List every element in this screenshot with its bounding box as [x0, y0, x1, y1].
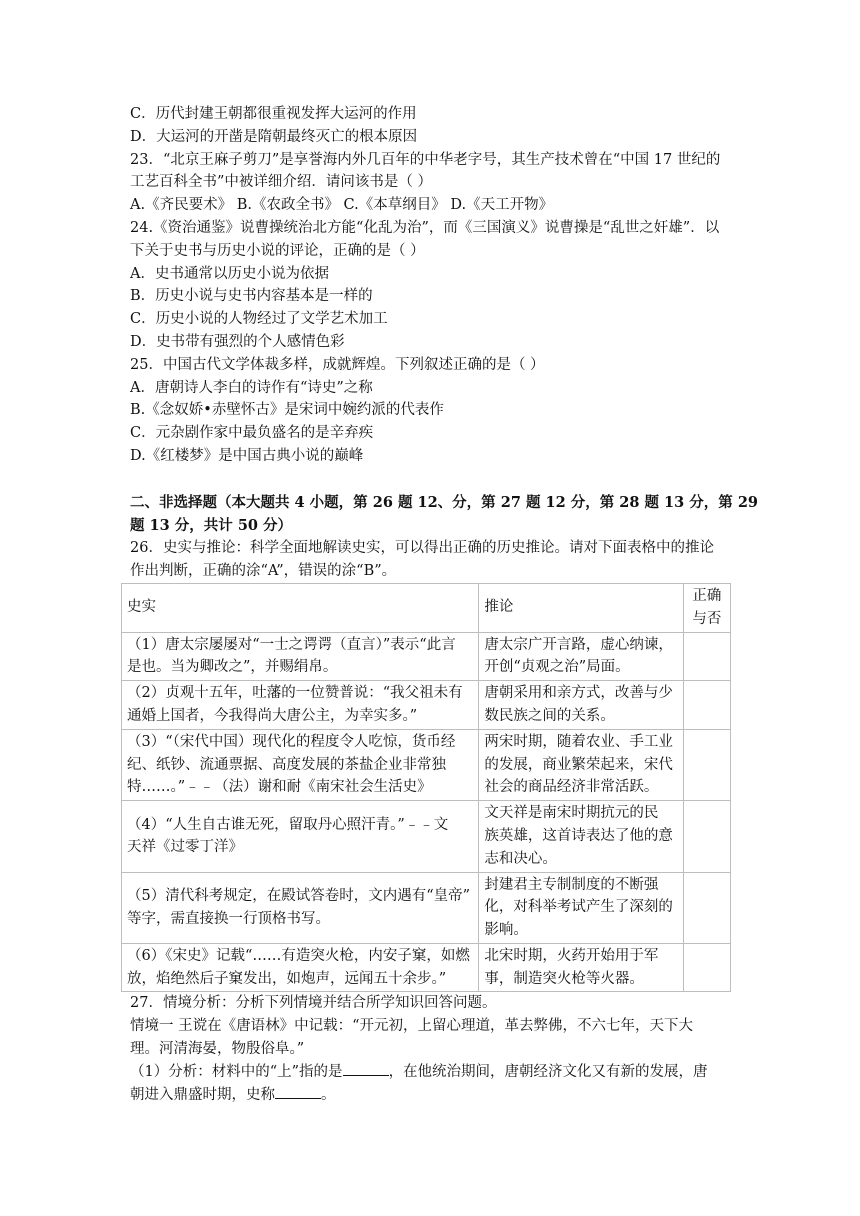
q25-option-d: D.《红楼梦》是中国古典小说的巅峰 [130, 447, 364, 464]
table-header-row [122, 583, 731, 632]
answer-blank[interactable] [275, 1084, 321, 1099]
inference-cell: 封建君主专制制度的不断强 化，对科举考试产生了深刻的 影响。 [479, 872, 683, 943]
fact-cell: （4）“人生自古谁无死，留取丹心照汗青。”﹣﹣文 天祥《过零丁洋》 [122, 801, 479, 872]
inference-cell: 北宋时期，火药开始用于军 事，制造突火枪等火器。 [479, 943, 683, 992]
header-fact: 史实 [122, 583, 479, 632]
fact-cell: （2）贞观十五年，吐藩的一位赞普说：“我父祖未有 通婚上国者，今我得尚大唐公主，为幸实多。” [122, 681, 479, 730]
q24-option-c: C．历史小说的人物经过了文学艺术加工 [130, 311, 388, 328]
q27-stem: 27．情境分析：分析下列情境并结合所学知识回答问题。 [130, 995, 497, 1012]
q24-option-b: B．历史小说与史书内容基本是一样的 [130, 288, 373, 305]
q25-option-b: B.《念奴娇•赤壁怀古》是宋词中婉约派的代表作 [130, 402, 444, 419]
table-row [122, 943, 731, 992]
answer-cell[interactable] [683, 801, 730, 872]
q26-table [121, 583, 731, 993]
inference-cell: 文天祥是南宋时期抗元的民 族英雄，这首诗表达了他的意 志和决心。 [479, 801, 683, 872]
prev-option-c: C．历代封建王朝都很重视发挥大运河的作用 [130, 106, 417, 122]
table-row [122, 632, 731, 681]
fact-cell: （1）唐太宗屡屡对“一士之谔谔（直言）”表示“此言 是也。当为卿改之”，并赐绢帛。 [122, 632, 479, 681]
inference-cell: 唐朝采用和亲方式，改善与少 数民族之间的关系。 [479, 681, 683, 730]
table-row [122, 729, 731, 800]
q27-sub1-line-2: 朝进入鼎盛时期，史称 。 [130, 1084, 740, 1107]
q25-option-a: A．唐朝诗人李白的诗作有“诗史”之称 [130, 379, 373, 396]
q26-stem-line-1: 26．史实与推论：科学全面地解读史实，可以得出正确的历史推论。请对下面表格中的推论 [130, 540, 714, 557]
fact-cell: （6）《宋史》记载“……有造突火枪，内安子窠，如燃 放，焰绝然后子窠发出，如炮声，远闻五十余步。” [122, 943, 479, 992]
answer-cell[interactable] [683, 729, 730, 800]
table-row [122, 681, 731, 730]
header-inference: 推论 [479, 583, 683, 632]
q25-stem-line-1: 25．中国古代文学体裁多样，成就辉煌。下列叙述正确的是（ ） [130, 356, 545, 373]
q23-stem-line-1: 23．“北京王麻子剪刀”是享誉海内外几百年的中华老字号，其生产技术曾在“中国 17 世纪的 [130, 151, 721, 168]
inference-cell: 唐太宗广开言路，虚心纳谏， 开创“贞观之治”局面。 [479, 632, 683, 681]
q23-stem-line-2: 工艺百科全书”中被详细介绍．请问该书是（ ） [130, 174, 433, 191]
q27-context-line-2: 理。河清海晏，物殷俗阜。” [130, 1041, 305, 1058]
fact-cell: （3）“（宋代中国）现代化的程度令人吃惊，货币经 纪、纸钞、流通票据、高度发展的茶盐企业非常独 特……。”﹣﹣（法）谢和耐《南宋社会生活史》 [122, 729, 479, 800]
answer-cell[interactable] [683, 872, 730, 943]
q25-option-c: C．元杂剧作家中最负盛名的是辛弃疾 [130, 425, 374, 442]
q27-context-line-1: 情境一 王谠在《唐语林》中记载：“开元初，上留心理道，革去弊佛，不六七年，天下大 [130, 1018, 694, 1035]
q27-sub1-line-1: （1）分析：材料中的“上”指的是 ，在他统治期间，唐朝经济文化又有新的发展，唐 [130, 1061, 740, 1084]
prev-option-d: D．大运河的开凿是隋朝最终灭亡的根本原因 [130, 128, 418, 145]
section-gap [130, 468, 740, 492]
answer-cell[interactable] [683, 681, 730, 730]
answer-cell[interactable] [683, 943, 730, 992]
section2-title-line-1: 二、非选择题（本大题共 4 小题，第 26 题 12、分，第 27 题 12 分，第 28 题 13 分，第 29 [130, 493, 759, 511]
inference-cell: 两宋时期，随着农业、手工业 的发展，商业繁荣起来，宋代 社会的商品经济非常活跃。 [479, 729, 683, 800]
q26-stem-line-2: 作出判断，正确的涂“A”，错误的涂“B”。 [130, 563, 397, 580]
q24-option-a: A．史书通常以历史小说为依据 [130, 265, 329, 282]
section2-title-line-2: 题 13 分，共计 50 分） [130, 516, 293, 534]
exam-page [127, 103, 759, 1106]
answer-cell[interactable] [683, 632, 730, 681]
header-correct: 正确与否 [683, 583, 730, 632]
table-row [122, 801, 731, 872]
table-row [122, 872, 731, 943]
q24-stem-line-1: 24.《资治通鉴》说曹操统治北方能“化乱为治”，而《三国演义》说曹操是“乱世之奸雄”．以 [130, 219, 720, 236]
fact-cell: （5）清代科考规定，在殿试答卷时，文内遇有“皇帝” 等字，需直接换一行顶格书写。 [122, 872, 479, 943]
q23-options: A.《齐民要术》 B.《农政全书》 C.《本草纲目》 D.《天工开物》 [130, 197, 554, 214]
answer-blank[interactable] [343, 1061, 389, 1076]
q24-stem-line-2: 下关于史书与历史小说的评论，正确的是（ ） [130, 242, 425, 259]
q24-option-d: D．史书带有强烈的个人感情色彩 [130, 333, 345, 350]
